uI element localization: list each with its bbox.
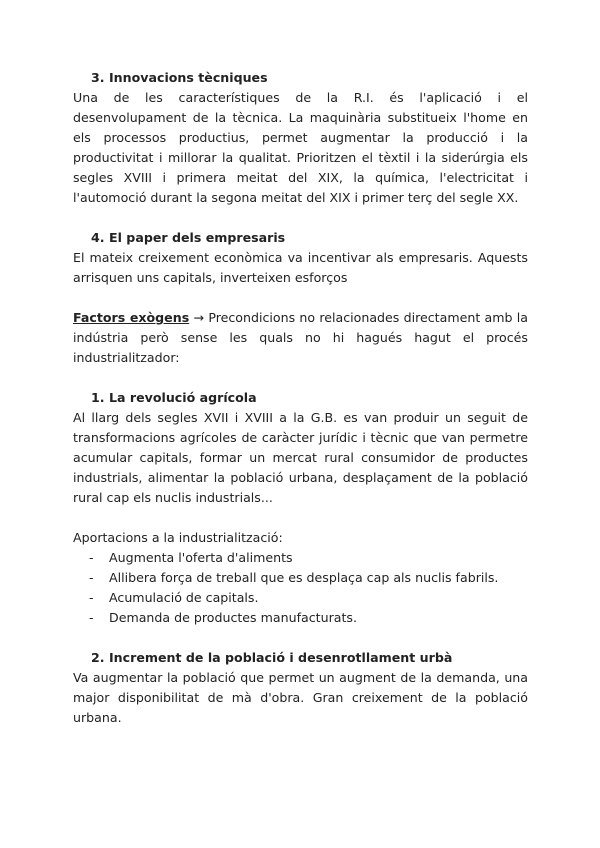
aportacions-list [73,548,528,628]
list-item [73,548,528,568]
section-number: 1. [91,390,105,405]
paragraph-increment-poblacio: Va augmentar la població que permet un augment de la demanda, una major disponibilitat de mà d'obra. Gran creixement de la població urbana. [73,670,528,725]
section-title: El paper dels empresaris [109,230,286,245]
section-title: Increment de la població i desenrotllament urbà [109,650,453,665]
section-title: Innovacions tècniques [109,70,268,85]
list-item [73,608,528,628]
dash-bullet: - [89,590,94,605]
list-item-text: Demanda de productes manufacturats. [109,610,357,625]
dash-bullet: - [89,610,94,625]
aportacions-title: Aportacions a la industrialització: [73,530,283,545]
factors-text: Precondicions no relacionades directament amb la indústria però sense les quals no hi hagués hagut el procés industrialitzador: [73,310,528,365]
paragraph-innovacions: Una de les característiques de la R.I. és l'aplicació i el desenvolupament de la tècnica. La maquinària substitueix l'home en els processos productius, permet augmentar la producció i la productivitat i millorar la qualitat. Prioritzen el tèxtil i la siderúrgia els segles XVIII i primera meitat del XIX, la química, l'electricitat i l'automoció durant la segona meitat del XIX i primer terç del segle XX. [73,90,528,205]
list-item [73,588,528,608]
section-title: La revolució agrícola [109,390,257,405]
paragraph-empresaris: El mateix creixement econòmica va incentivar als empresaris. Aquests arrisquen uns capitals, inverteixen esforços [73,250,528,285]
paragraph-factors-exogens [73,308,528,368]
factors-title: Factors exògens [73,310,190,325]
section-number: 4. [91,230,105,245]
list-item-text: Augmenta l'oferta d'aliments [109,550,293,565]
list-item-text: Allibera força de treball que es desplaça cap als nuclis fabrils. [109,570,499,585]
list-item-text: Acumulació de capitals. [109,590,259,605]
document-page [73,68,528,728]
dash-bullet: - [89,570,94,585]
section-number: 2. [91,650,105,665]
dash-bullet: - [89,550,94,565]
list-item [73,568,528,588]
section-heading-empresaris [73,228,528,248]
section-heading-increment-poblacio [73,648,528,668]
section-heading-revolucio-agricola [73,388,528,408]
section-heading-innovacions [73,68,528,88]
arrow-icon: → [193,310,205,325]
section-number: 3. [91,70,105,85]
paragraph-revolucio-agricola: Al llarg dels segles XVII i XVIII a la G.B. es van produir un seguit de transformacions agrícoles de caràcter jurídic i tècnic que van permetre acumular capitals, formar un mercat rural consumidor de productes industrials, alimentar la població urbana, desplaçament de la població rural cap els nuclis industrials... [73,410,528,505]
